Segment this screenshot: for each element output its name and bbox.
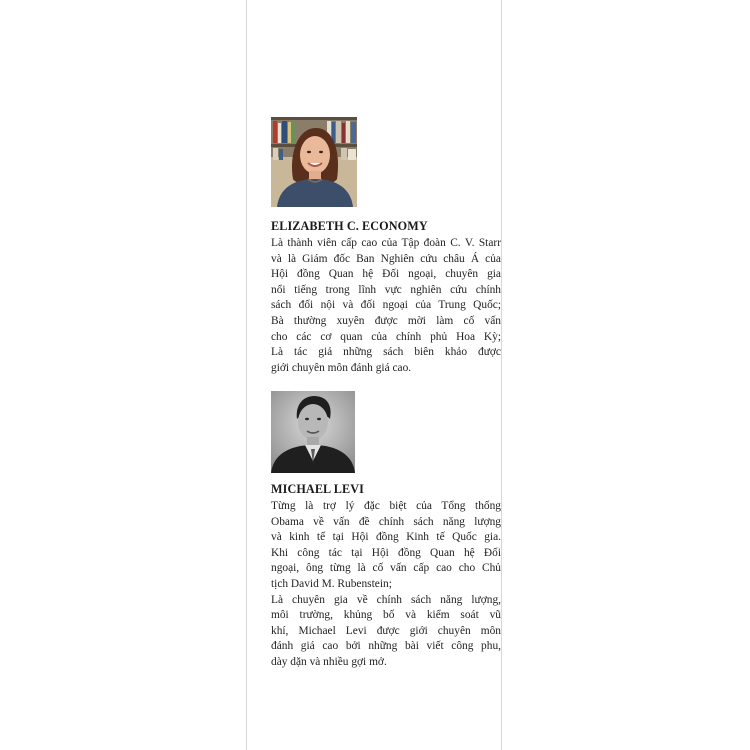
author-name-economy: ELIZABETH C. ECONOMY — [271, 219, 428, 233]
bio-line: Là chuyên gia về chính sách năng lượng, — [271, 593, 501, 606]
author-name-levi: MICHAEL LEVI — [271, 482, 364, 496]
bio-line: khí, Michael Levi được giới chuyên môn — [271, 624, 501, 637]
bio-line: đánh giá cao bởi những bài viết công phu, — [271, 640, 501, 653]
bio-line: Là thành viên cấp cao của Tập đoàn C. V. Starr — [271, 237, 501, 249]
author-block-levi — [271, 391, 501, 671]
author-photo-economy — [271, 117, 357, 207]
bio-line: sách đối nội và đối ngoại của Trung Quốc; — [271, 299, 501, 312]
bio-line: Từng là trợ lý đặc biệt của Tổng thống — [271, 500, 501, 512]
author-flap — [246, 0, 502, 750]
bio-line: Hội đồng Quan hệ Đối ngoại, chuyên gia — [271, 268, 501, 281]
author-block-economy — [271, 117, 501, 376]
bio-line: và là Giám đốc Ban Nghiên cứu châu Á của — [271, 252, 501, 265]
author-bio-levi — [271, 499, 501, 671]
author-bio-economy — [271, 236, 501, 376]
author-photo-levi — [271, 391, 355, 473]
bio-line: cho các cơ quan của chính phủ Hoa Kỳ; — [271, 330, 501, 343]
bio-line: Obama về vấn đề chính sách năng lượng — [271, 515, 501, 528]
bio-line: tịch David M. Rubenstein; — [271, 577, 392, 590]
bio-line: Bà thường xuyên được mời làm cố vấn — [271, 314, 501, 327]
bio-line: nổi tiếng trong lĩnh vực nghiên cứu chính — [271, 283, 501, 296]
bio-line: Là tác giả những sách biên khảo được — [271, 346, 501, 359]
bio-line: dày dặn và nhiều gợi mở. — [271, 655, 387, 668]
bio-line: Khi công tác tại Hội đồng Quan hệ Đối — [271, 546, 501, 559]
bio-line: ngoại, ông từng là cố vấn cấp cao cho Chủ — [271, 562, 501, 575]
bio-line: và kinh tế tại Hội đồng Kinh tế Quốc gia. — [271, 531, 501, 544]
bio-line: môi trường, khủng bố và kiểm soát vũ — [271, 609, 501, 622]
bio-line: giới chuyên môn đánh giá cao. — [271, 361, 412, 374]
